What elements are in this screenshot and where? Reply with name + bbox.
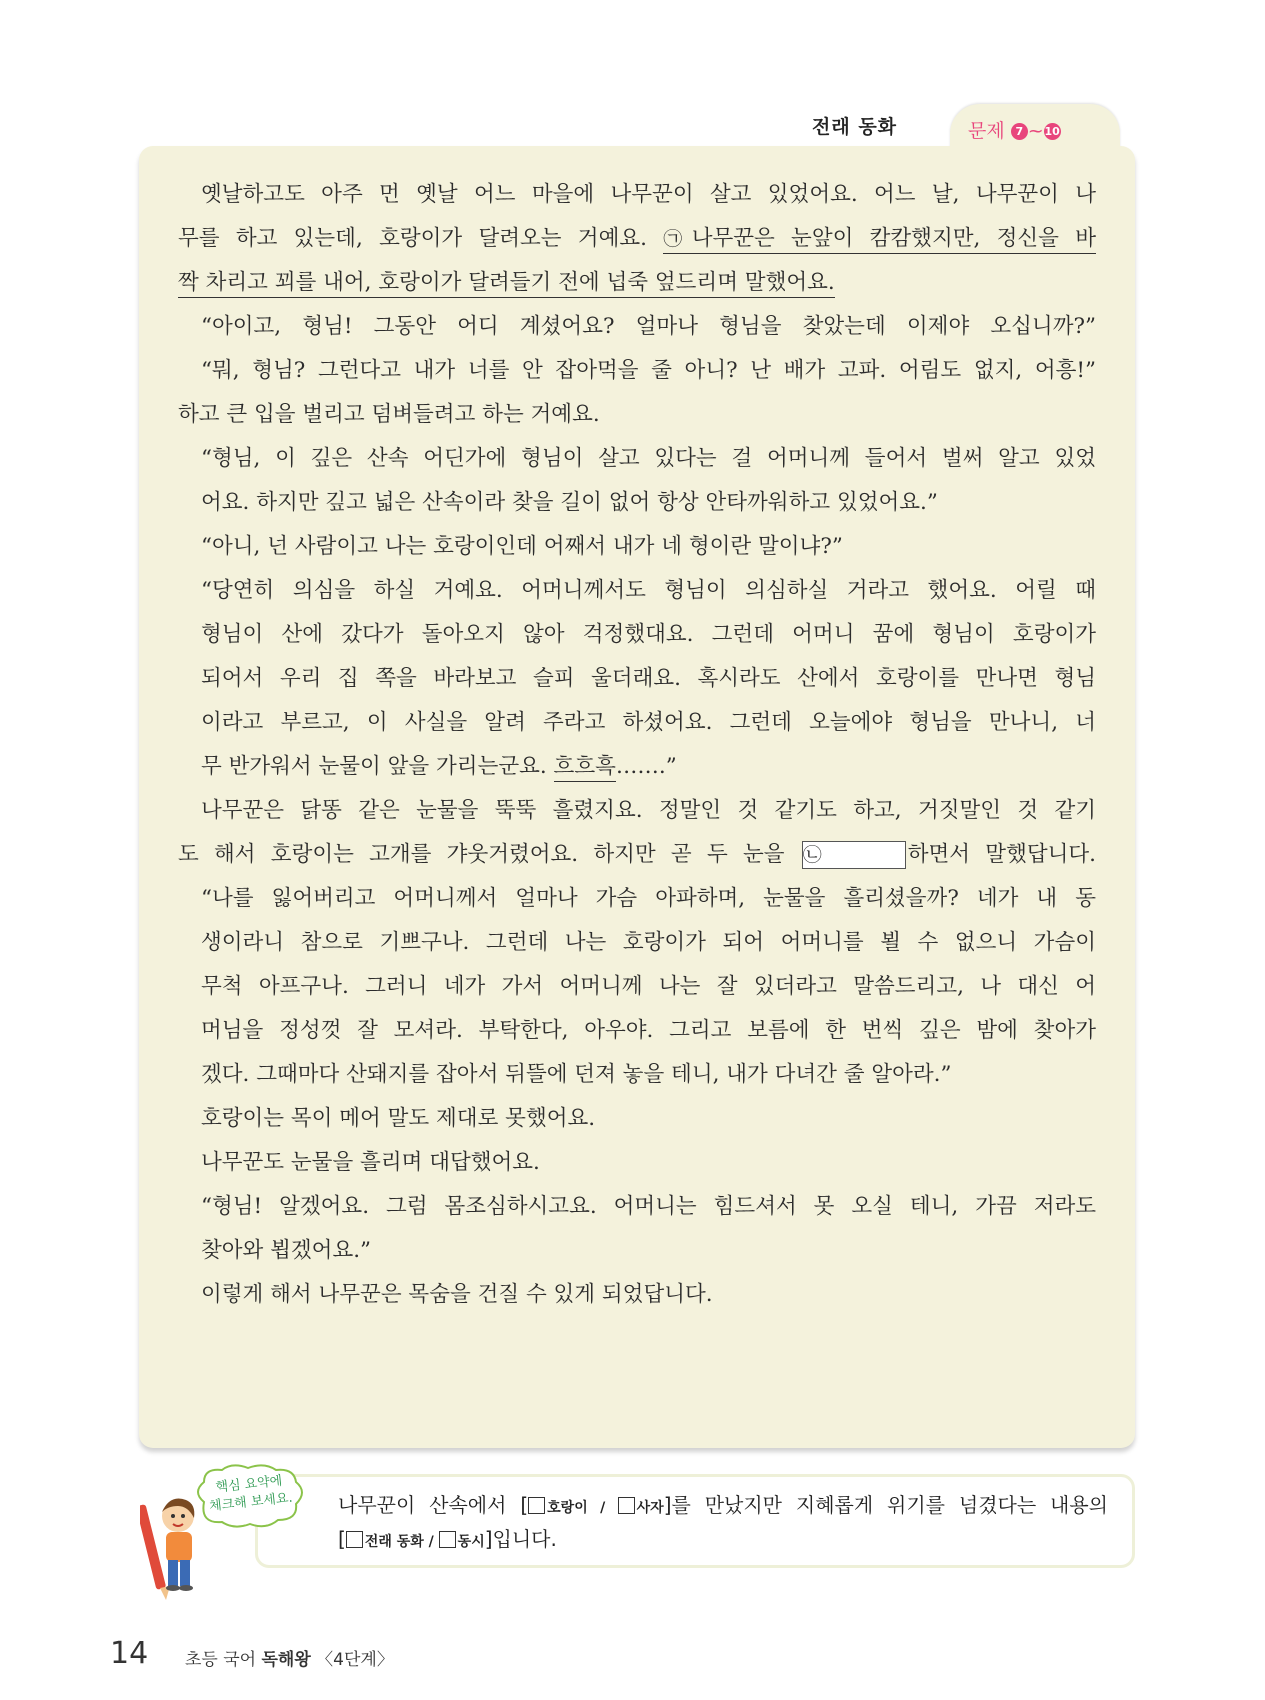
story-line: 이라고 부르고, 이 사실을 알려 주라고 하셨어요. 그런데 오늘에야 형님을 만나니, 너 <box>201 710 1096 735</box>
story-text-segment: 무 반가워서 눈물이 앞을 가리는군요. <box>201 754 554 779</box>
checkbox-folktale[interactable] <box>346 1531 363 1548</box>
story-line: 머님을 정성껏 잘 모셔라. 부탁한다, 아우야. 그리고 보름에 한 번씩 깊은 밤에 찾아가 <box>201 1018 1096 1043</box>
page-number: 14 <box>110 1636 149 1671</box>
story-line <box>178 840 1096 870</box>
story-text-segment: 도 해서 호랑이는 고개를 갸웃거렸어요. 하지만 곧 두 눈을 <box>178 842 800 867</box>
answer-blank-box <box>802 841 906 869</box>
story-line: “아이고, 형님! 그동안 어디 계셨어요? 얼마나 형님을 찾았는데 이제야 오십니까?” <box>201 314 1096 339</box>
underlined-sentence: 짝 차리고 꾀를 내어, 호랑이가 달려들기 전에 넙죽 엎드리며 말했어요. <box>178 270 835 298</box>
story-line <box>178 268 835 298</box>
problem-end-number: 10 <box>1044 125 1060 138</box>
checkbox-poem[interactable] <box>439 1531 456 1548</box>
story-line: 옛날하고도 아주 먼 옛날 어느 마을에 나무꾼이 살고 있었어요. 어느 날, 나무꾼이 나 <box>201 182 1096 207</box>
story-line: 찾아와 뵙겠어요.” <box>201 1238 372 1263</box>
option-lion-label: 사자 <box>636 1500 664 1516</box>
option-poem-label: 동시 <box>457 1534 485 1550</box>
underlined-sentence <box>663 226 1096 254</box>
problem-tilde: ~ <box>1027 120 1044 142</box>
story-line: 무척 아프구나. 그러니 네가 가서 어머니께 나는 잘 있더라고 말씀드리고, 나 대신 어 <box>201 974 1096 999</box>
option-separator: / <box>423 1534 439 1550</box>
story-line <box>178 224 1096 254</box>
cloud-text-line: 핵심 요약에 <box>214 1473 284 1496</box>
checkbox-tiger[interactable] <box>528 1497 545 1514</box>
story-text-segment: 하면서 말했답니다. <box>907 842 1096 867</box>
story-line: “당연히 의심을 하실 거예요. 어머니께서도 형님이 의심하실 거라고 했어요. 어릴 때 <box>201 578 1096 603</box>
story-line: 호랑이는 목이 메어 말도 제대로 못했어요. <box>201 1106 596 1131</box>
story-line: 하고 큰 입을 벌리고 덤벼들려고 하는 거예요. <box>178 402 600 427</box>
story-text-segment: …….” <box>615 754 677 779</box>
story-line: “아니, 넌 사람이고 나는 호랑이인데 어째서 내가 네 형이란 말이냐?” <box>201 534 843 559</box>
underlined-word: 흐흐흑 <box>554 754 616 782</box>
summary-text-segment: ]를 만났지만 지혜롭게 위기를 넘겼다는 내용의 <box>663 1493 1109 1517</box>
option-tiger-label: 호랑이 <box>547 1500 588 1516</box>
problem-prefix: 문제 <box>968 120 1005 142</box>
marker-giyeok: ㉠ <box>663 228 692 250</box>
story-line: 겠다. 그때마다 산돼지를 잡아서 뒤뜰에 던져 놓을 테니, 내가 다녀간 줄 알아라.” <box>201 1062 952 1087</box>
story-line: 나무꾼은 닭똥 같은 눈물을 뚝뚝 흘렸지요. 정말인 것 같기도 하고, 거짓말인 것 같기 <box>201 798 1096 823</box>
story-line: 나무꾼도 눈물을 흘리며 대답했어요. <box>201 1150 540 1175</box>
story-line: 되어서 우리 집 쪽을 바라보고 슬피 울더래요. 혹시라도 산에서 호랑이를 만나면 형님 <box>201 666 1096 691</box>
book-title <box>185 1645 394 1670</box>
story-line: 이렇게 해서 나무꾼은 목숨을 건질 수 있게 되었답니다. <box>201 1282 713 1307</box>
problem-range-text <box>968 116 1061 143</box>
book-prefix: 초등 국어 <box>185 1650 262 1670</box>
story-line: “나를 잃어버리고 어머니께서 얼마나 가슴 아파하며, 눈물을 흘리셨을까? 네가 내 동 <box>201 886 1096 911</box>
story-line: 생이라니 참으로 기쁘구나. 그런데 나는 호랑이가 되어 어머니를 뵐 수 없으니 가슴이 <box>201 930 1096 955</box>
summary-text-segment: ]입니다. <box>484 1527 557 1551</box>
cloud-text-line: 체크해 보세요. <box>208 1490 294 1515</box>
summary-row <box>338 1522 1108 1556</box>
option-separator: / <box>587 1500 618 1516</box>
book-level: 〈4단계〉 <box>310 1650 394 1670</box>
story-line: 형님이 산에 갔다가 돌아오지 않아 걱정했대요. 그런데 어머니 꿈에 형님이 호랑이가 <box>201 622 1096 647</box>
story-line: “뭐, 형님? 그런다고 내가 너를 안 잡아먹을 줄 아니? 난 배가 고파. 어림도 없지, 어흥!” <box>201 358 1096 383</box>
summary-text-segment: [ <box>338 1527 346 1551</box>
problem-start-number: 7 <box>1011 123 1028 140</box>
story-line <box>201 752 677 782</box>
story-line: “형님, 이 깊은 산속 어딘가에 형님이 살고 있다는 걸 어머니께 들어서 벌써 알고 있었 <box>201 446 1096 471</box>
category-label: 전래 동화 <box>812 116 898 138</box>
story-line: “형님! 알겠어요. 그럼 몸조심하시고요. 어머니는 힘드셔서 못 오실 테니, 가끔 저라도 <box>201 1194 1096 1219</box>
summary-row <box>338 1488 1108 1522</box>
checkbox-lion[interactable] <box>618 1497 635 1514</box>
story-line: 어요. 하지만 깊고 넓은 산속이라 찾을 길이 없어 항상 안타까워하고 있었어요.” <box>201 490 938 515</box>
story-text-segment: 나무꾼은 눈앞이 캄캄했지만, 정신을 바 <box>691 226 1096 251</box>
book-title-main: 독해왕 <box>261 1650 311 1670</box>
option-folktale-label: 전래 동화 <box>364 1534 424 1550</box>
story-text-segment: 무를 하고 있는데, 호랑이가 달려오는 거예요. <box>178 226 664 251</box>
summary-sentence <box>338 1488 1108 1556</box>
summary-text-segment: 나무꾼이 산속에서 [ <box>338 1493 529 1517</box>
marker-nieun: ㉡ <box>802 844 822 866</box>
